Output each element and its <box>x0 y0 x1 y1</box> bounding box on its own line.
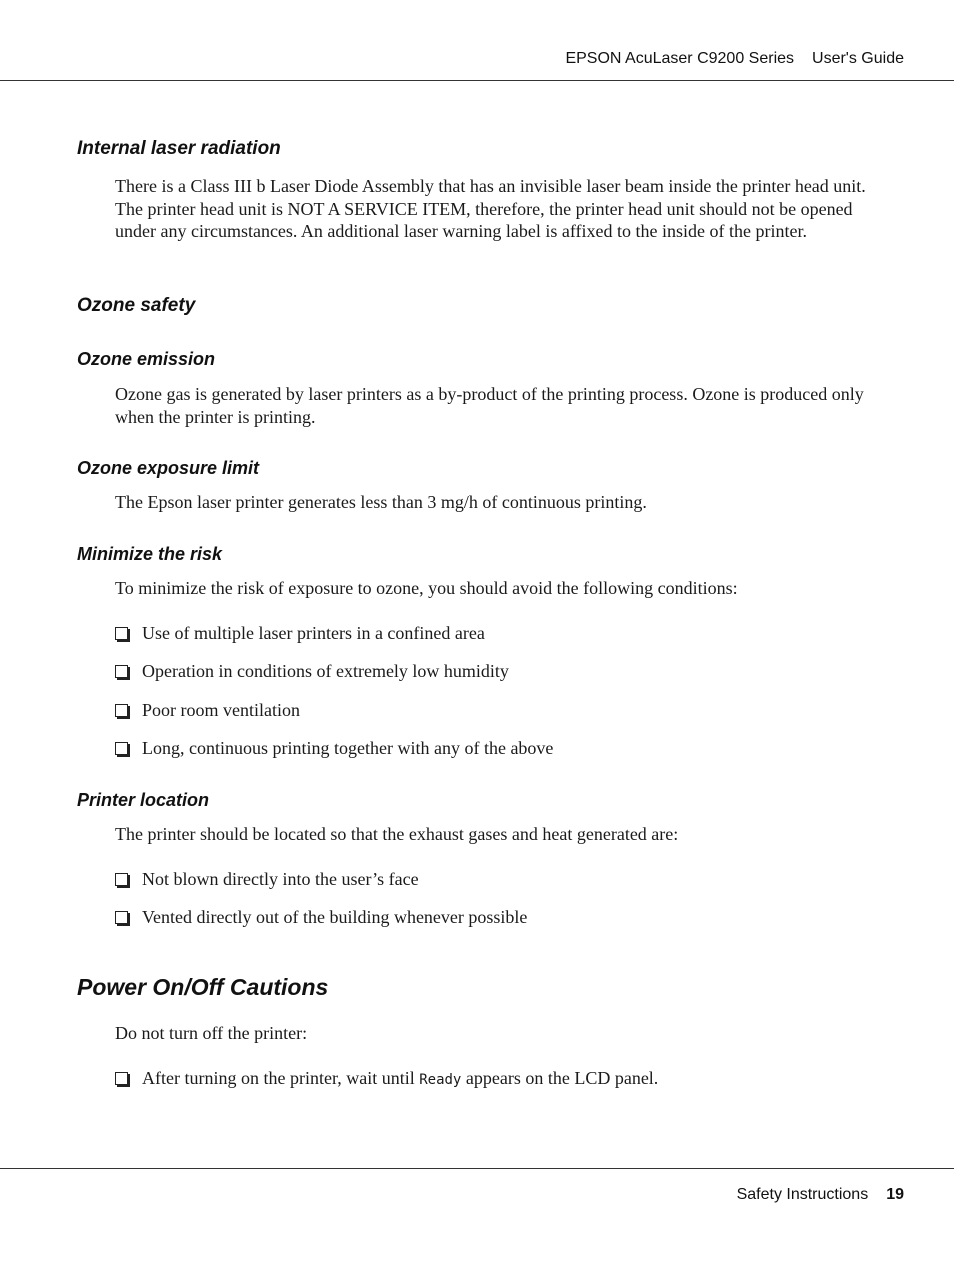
list-item: Operation in conditions of extremely low humidity <box>115 660 890 682</box>
header-rule <box>0 80 954 81</box>
guide-name: User's Guide <box>812 50 904 67</box>
heading-ozone-emission: Ozone emission <box>77 349 216 369</box>
heading-minimize-risk: Minimize the risk <box>77 544 223 564</box>
minimize-risk-text: To minimize the risk of exposure to ozone, you should avoid the following conditions: <box>115 578 738 598</box>
list-item: Not blown directly into the user’s face <box>115 868 890 890</box>
page-header <box>565 50 904 68</box>
list-item: Use of multiple laser printers in a confined area <box>115 622 890 644</box>
checkbox-bullet-icon <box>115 704 128 717</box>
product-name: EPSON AcuLaser C9200 Series <box>565 50 795 67</box>
checkbox-bullet-icon <box>115 873 128 886</box>
checkbox-bullet-icon <box>115 911 128 924</box>
ozone-emission-text: Ozone gas is generated by laser printers as a by-product of the printing process. Ozone is produced only when the printer is printing. <box>115 384 864 427</box>
checkbox-bullet-icon <box>115 742 128 755</box>
lcd-ready-code: Ready <box>419 1072 462 1088</box>
list-item: Poor room ventilation <box>115 699 890 721</box>
checkbox-bullet-icon <box>115 627 128 640</box>
checkbox-bullet-icon <box>115 1072 128 1085</box>
power-cautions-text: Do not turn off the printer: <box>115 1023 308 1043</box>
internal-laser-text: There is a Class III b Laser Diode Assembly that has an invisible laser beam inside the printer head unit. The printer head unit is NOT A SERVICE ITEM, therefore, the printer head unit should not be opened under any circumstances. An additional laser warning label is affixed to the inside of the printer. <box>115 176 866 241</box>
heading-printer-location: Printer location <box>77 790 210 810</box>
ozone-limit-text: The Epson laser printer generates less than 3 mg/h of continuous printing. <box>115 492 647 512</box>
checkbox-bullet-icon <box>115 665 128 678</box>
page-footer <box>737 1186 904 1204</box>
list-item: Vented directly out of the building whenever possible <box>115 906 890 928</box>
heading-ozone-limit: Ozone exposure limit <box>77 458 260 478</box>
page-number: 19 <box>886 1186 904 1203</box>
printer-location-text: The printer should be located so that the exhaust gases and heat generated are: <box>115 824 679 844</box>
footer-rule <box>0 1168 954 1169</box>
heading-ozone-safety: Ozone safety <box>77 295 196 316</box>
heading-internal-laser: Internal laser radiation <box>77 138 281 159</box>
list-item: After turning on the printer, wait until Ready appears on the LCD panel. <box>115 1067 890 1091</box>
list-item: Long, continuous printing together with any of the above <box>115 737 890 759</box>
footer-section: Safety Instructions <box>736 1186 869 1203</box>
heading-power-cautions: Power On/Off Cautions <box>77 974 329 1000</box>
